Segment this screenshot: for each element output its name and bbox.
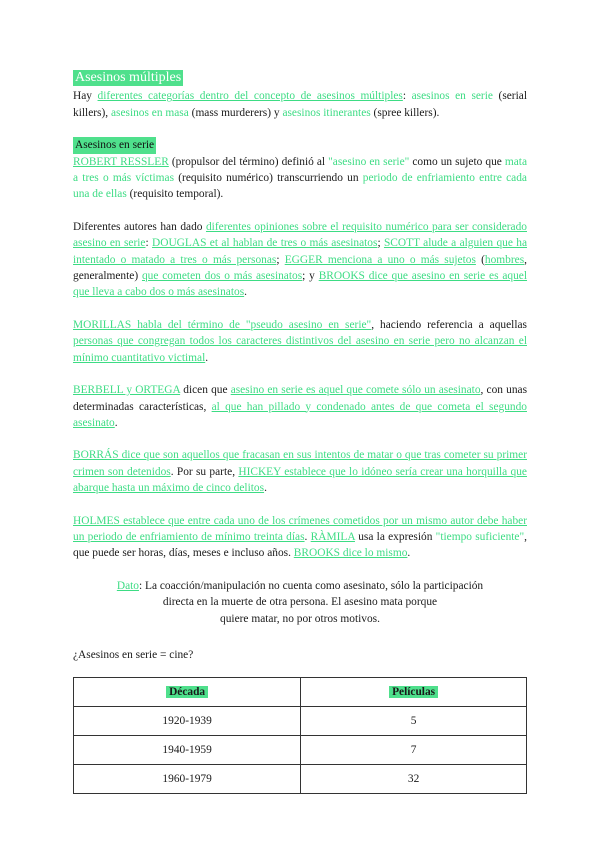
decade-cell: 1920-1939 (74, 707, 301, 736)
note-label: Dato (116, 579, 139, 592)
paragraph-ressler: ROBERT RESSLER (propulsor del término) definió al "asesino en serie" como un sujeto que mata a tres o más víctimas (requisito numérico) transcurriendo un periodo de enfriamiento entre cada una de ellas (requisito temporal). (73, 155, 527, 201)
data-note: Dato: La coacción/manipulación no cuenta como asesinato, sólo la participación directa en la muerte de otra persona. El asesino mata porque quiere matar, no por otros motivos. (116, 579, 484, 625)
paragraph-borras: BORRÁS dice que son aquellos que fracasan en sus intentos de matar o que tras cometer su primer crimen son detenidos. Por su parte, HICKEY establece que lo idóneo sería crear una horquilla que abarque hasta un máximo de cinco delitos. (73, 449, 527, 495)
films-table (73, 677, 527, 794)
decade-cell: 1960-1979 (74, 765, 301, 794)
serial-killers-term: asesinos en serie (411, 90, 493, 103)
header-films: Películas (301, 678, 527, 707)
decade-cell: 1940-1959 (74, 736, 301, 765)
paragraph-morillas: MORILLAS habla del término de "pseudo asesino en serie", haciendo referencia a aquellas personas que congregan todos los caracteres distintivos del asesino en serie pero no alcanzan el mínimo cuantitativo victimal. (73, 318, 527, 364)
document-title: Asesinos múltiples (75, 70, 182, 85)
header-decade: Década (74, 678, 301, 707)
document-content (73, 70, 527, 794)
section-heading: Asesinos en serie (73, 137, 156, 153)
mass-murderers-term: asesinos en masa (110, 106, 189, 119)
cinema-question: ¿Asesinos en serie = cine? (73, 648, 194, 661)
paragraph-authors: Diferentes autores han dado diferentes opiniones sobre el requisito numérico para ser considerado asesino en serie: DOUGLAS et al hablan de tres o más asesinatos; SCOTT alude a alguien que ha intentado o matado a tres o más personas; EGGER menciona a uno o más sujetos (hombres, generalmente) que cometen dos o más asesinatos; y BROOKS dice que asesino en serie es aquel que lleva a cabo dos o más asesinatos. (73, 220, 528, 299)
films-cell: 32 (301, 765, 527, 794)
paragraph-berbell: BERBELL y ORTEGA dicen que asesino en serie es aquel que comete sólo un asesinato, con unas determinadas características, al que han pillado y condenado antes de que cometa el segundo asesinato. (73, 384, 528, 429)
films-cell: 7 (301, 736, 527, 765)
paragraph-holmes: HOLMES establece que entre cada uno de los crímenes cometidos por un mismo autor debe haber un periodo de enfriamiento de mínimo treinta días. RÀMILA usa la expresión "tiempo suficiente", que puede ser horas, días, meses e incluso años. BROOKS dice lo mismo. (73, 514, 527, 560)
table-row (74, 765, 527, 794)
spree-killers-term: asesinos itinerantes (282, 106, 371, 119)
intro-paragraph: Hay diferentes categorías dentro del concepto de asesinos múltiples: asesinos en serie (serial killers), asesinos en masa (mass murderers) y asesinos itinerantes (spree killers). (73, 90, 527, 119)
table-row (74, 736, 527, 765)
categories-link: diferentes categorías dentro del concepto de asesinos múltiples (97, 90, 403, 103)
table-header-row (74, 678, 527, 707)
films-cell: 5 (301, 707, 527, 736)
table-row (74, 707, 527, 736)
